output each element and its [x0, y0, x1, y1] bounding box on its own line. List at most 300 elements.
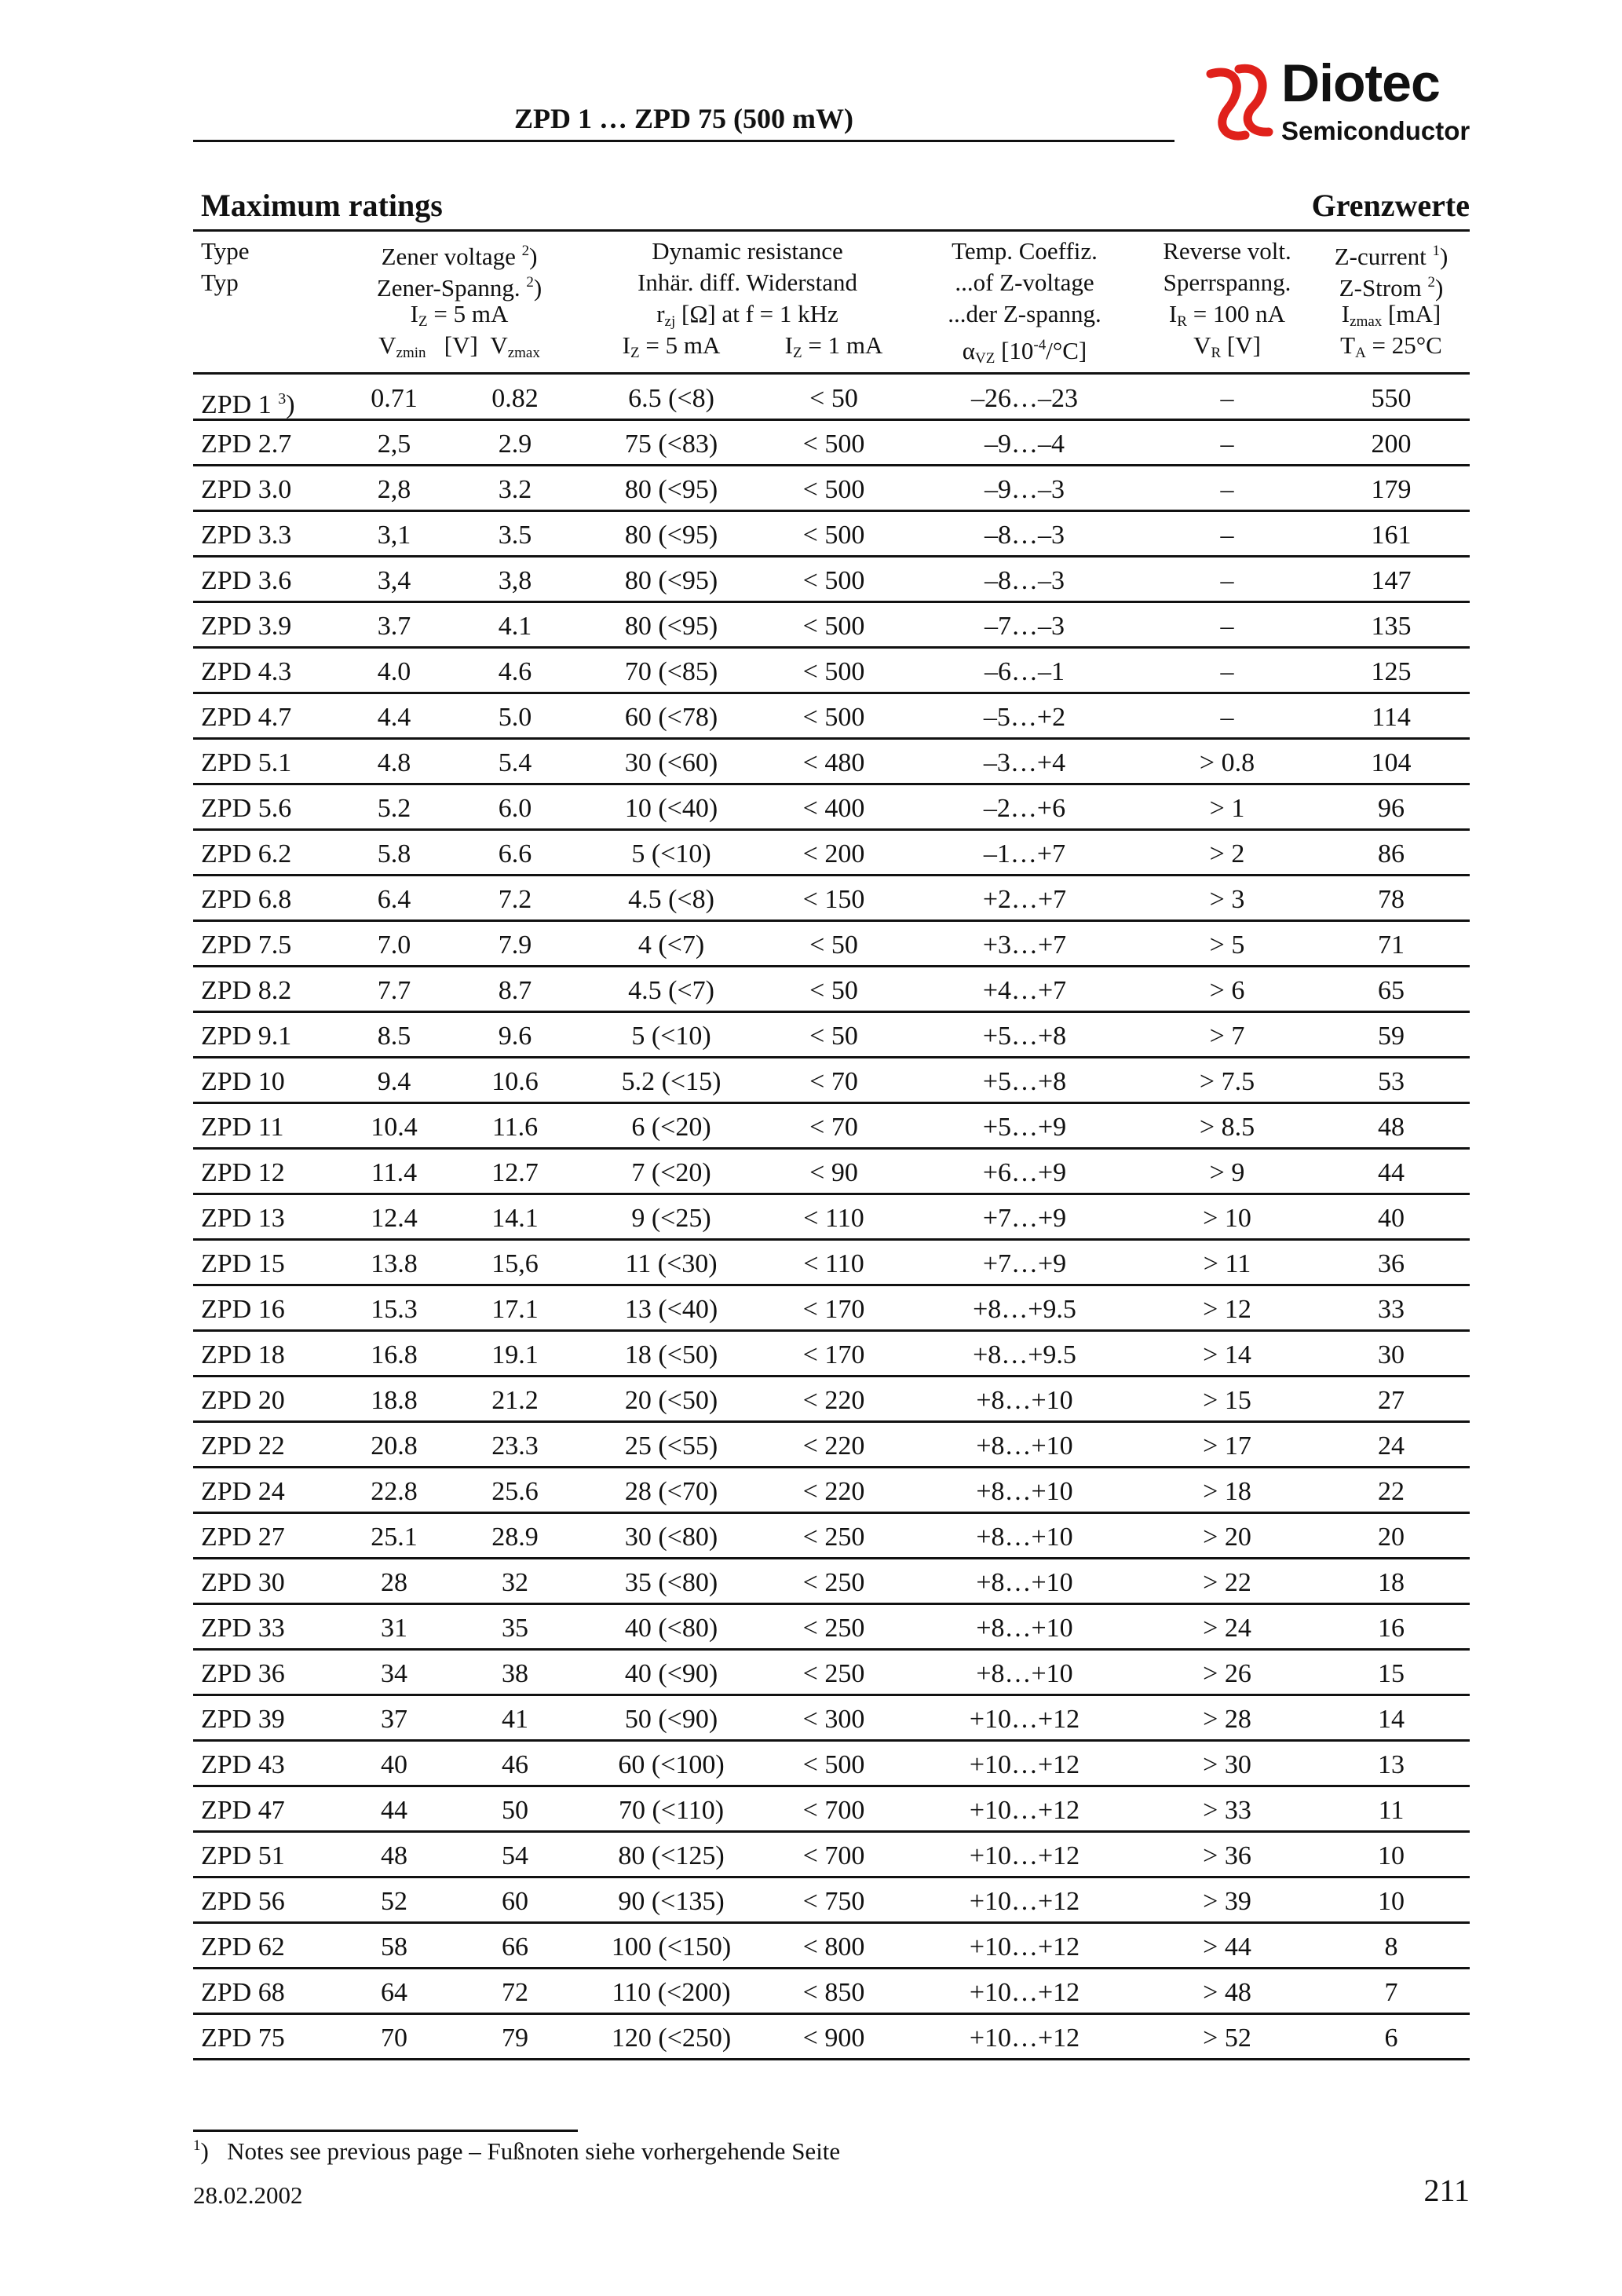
cell-type: ZPD 56 [201, 1887, 285, 1916]
cell-r5: 11 (<30) [625, 1249, 718, 1278]
cell-r5: 40 (<90) [624, 1659, 718, 1688]
cell-vmin: 22.8 [371, 1477, 418, 1506]
cell-vmax: 21.2 [491, 1386, 539, 1415]
cell-vmin: 11.4 [371, 1158, 418, 1187]
cell-vmax: 5.0 [498, 703, 532, 732]
cell-iz: 30 [1378, 1340, 1405, 1369]
cell-vmin: 25.1 [371, 1523, 418, 1552]
table-row [193, 1195, 1470, 1241]
cell-r5: 60 (<100) [618, 1750, 725, 1779]
cell-r1: < 250 [802, 1523, 865, 1552]
cell-type: ZPD 11 [201, 1113, 284, 1142]
table-row [193, 2015, 1470, 2060]
cell-vmax: 79 [502, 2024, 528, 2053]
cell-r1: < 500 [802, 566, 865, 595]
cell-vmax: 25.6 [491, 1477, 539, 1506]
cell-type: ZPD 10 [201, 1067, 285, 1096]
cell-type: ZPD 13 [201, 1204, 285, 1233]
table-row [193, 1514, 1470, 1559]
cell-iz: 27 [1378, 1386, 1405, 1415]
cell-tc: –2…+6 [983, 794, 1066, 823]
cell-vmax: 3,8 [498, 566, 532, 595]
cell-r5: 4 (<7) [637, 930, 705, 960]
cell-iz: 114 [1372, 703, 1411, 732]
table-row [193, 1241, 1470, 1286]
cell-iz: 16 [1378, 1614, 1405, 1643]
cell-iz: 36 [1378, 1249, 1405, 1278]
cell-r5: 10 (<40) [624, 794, 718, 823]
cell-iz: 147 [1371, 566, 1412, 595]
diotec-logo-mark-icon [1193, 61, 1280, 148]
cell-r5: 6.5 (<8) [628, 384, 714, 413]
cell-r5: 60 (<78) [624, 703, 718, 732]
cell-type: ZPD 8.2 [201, 976, 292, 1005]
cell-vmax: 5.4 [498, 748, 532, 777]
cell-iz: 59 [1378, 1022, 1405, 1051]
cell-tc: +10…+12 [969, 1841, 1080, 1870]
cell-r1: < 400 [802, 794, 865, 823]
table-row [193, 831, 1470, 876]
table-row [193, 1651, 1470, 1696]
cell-vr: – [1220, 566, 1234, 595]
cell-vr: > 26 [1203, 1659, 1251, 1688]
cell-iz: 14 [1378, 1705, 1405, 1734]
table-top-rule [193, 229, 1470, 232]
cell-vmin: 3.7 [377, 612, 411, 641]
table-row [193, 1377, 1470, 1423]
cell-vmax: 66 [502, 1932, 528, 1961]
table-row [193, 1332, 1470, 1377]
header-zener-de: Zener-Spanng. $^2$) [376, 274, 542, 302]
cell-vr: > 14 [1203, 1340, 1251, 1369]
cell-vmax: 3.2 [498, 475, 532, 504]
cell-vmin: 4.8 [377, 748, 411, 777]
cell-vmax: 41 [502, 1705, 528, 1734]
cell-tc: –6…–1 [985, 657, 1065, 686]
cell-vmax: 54 [502, 1841, 528, 1870]
cell-r1: < 500 [802, 430, 865, 459]
cell-vmin: 6.4 [377, 885, 411, 914]
cell-vmin: 5.2 [377, 794, 411, 823]
cell-tc: +5…+8 [982, 1022, 1067, 1051]
cell-r5: 28 (<70) [624, 1477, 718, 1506]
cell-type: ZPD 16 [201, 1295, 285, 1324]
cell-vr: – [1220, 430, 1234, 459]
cell-r5: 120 (<250) [611, 2024, 732, 2053]
cell-r5: 80 (<125) [618, 1841, 725, 1870]
cell-r1: < 170 [802, 1295, 865, 1324]
cell-type: ZPD 3.6 [201, 566, 292, 595]
table-row [193, 876, 1470, 922]
cell-iz: 65 [1378, 976, 1405, 1005]
cell-tc: +8…+10 [976, 1614, 1073, 1643]
cell-r5: 75 (<83) [624, 430, 718, 459]
cell-type: ZPD 3.0 [201, 475, 292, 504]
cell-iz: 7 [1384, 1978, 1398, 2007]
table-row [193, 1787, 1470, 1833]
cell-r5: 13 (<40) [624, 1295, 718, 1324]
cell-r1: < 250 [802, 1659, 865, 1688]
cell-vmin: 2,8 [377, 475, 411, 504]
cell-vr: > 28 [1203, 1705, 1251, 1734]
cell-tc: +3…+7 [982, 930, 1067, 960]
cell-vmin: 4.0 [377, 657, 411, 686]
cell-vmax: 28.9 [491, 1523, 539, 1552]
document-date: 28.02.2002 [193, 2181, 303, 2209]
cell-tc: +8…+10 [976, 1431, 1073, 1461]
table-row [193, 1150, 1470, 1195]
cell-iz: 13 [1378, 1750, 1405, 1779]
header-zcurrent-de: Z-Strom $^2$) [1339, 274, 1444, 302]
cell-r1: < 800 [802, 1932, 865, 1961]
cell-r5: 100 (<150) [611, 1932, 732, 1961]
cell-type: ZPD 62 [201, 1932, 285, 1961]
logo-subtitle: Semiconductor [1281, 116, 1470, 145]
cell-vmin: 9.4 [377, 1067, 411, 1096]
header-zcurrent-units: $I_{zmax}$ [mA] [1341, 300, 1441, 330]
cell-iz: 71 [1378, 930, 1405, 960]
cell-iz: 550 [1371, 384, 1412, 413]
cell-tc: +5…+8 [982, 1067, 1067, 1096]
cell-vmin: 4.4 [377, 703, 411, 732]
cell-vmin: 52 [381, 1887, 407, 1916]
table-row [193, 1742, 1470, 1787]
cell-r5: 4.5 (<8) [628, 885, 714, 914]
cell-r5: 5 (<10) [631, 839, 711, 868]
cell-r1: < 150 [802, 885, 865, 914]
cell-tc: +10…+12 [969, 1750, 1080, 1779]
cell-tc: +10…+12 [969, 1887, 1080, 1916]
cell-vmax: 23.3 [491, 1431, 539, 1461]
cell-vmax: 14.1 [491, 1204, 539, 1233]
cell-r5: 80 (<95) [624, 566, 718, 595]
cell-r5: 80 (<95) [624, 612, 718, 641]
cell-type: ZPD 39 [201, 1705, 285, 1734]
cell-type: ZPD 36 [201, 1659, 285, 1688]
table-row [193, 1924, 1470, 1969]
cell-r5: 110 (<200) [612, 1978, 731, 2007]
cell-r5: 4.5 (<7) [628, 976, 714, 1005]
cell-vmin: 3,4 [377, 566, 411, 595]
cell-r5: 30 (<60) [624, 748, 718, 777]
header-reverse-en: Reverse volt. [1163, 237, 1291, 265]
cell-vmin: 64 [381, 1978, 407, 2007]
header-zener-units: $V_{zmin}$ [V] $V_{zmax}$ [378, 331, 540, 361]
header-tempco-sub1: ...of Z-voltage [955, 269, 1094, 296]
cell-tc: +8…+9.5 [973, 1340, 1076, 1369]
cell-tc: –3…+4 [983, 748, 1066, 777]
cell-r1: < 500 [802, 1750, 865, 1779]
table-row [193, 466, 1470, 512]
cell-type: ZPD 12 [201, 1158, 285, 1187]
cell-tc: +4…+7 [982, 976, 1067, 1005]
cell-r5: 9 (<25) [631, 1204, 711, 1233]
cell-type: ZPD 4.7 [201, 703, 292, 732]
cell-type: ZPD 43 [201, 1750, 285, 1779]
cell-r1: < 850 [802, 1978, 865, 2007]
cell-vr: > 33 [1203, 1796, 1251, 1825]
cell-iz: 200 [1371, 430, 1412, 459]
cell-type: ZPD 6.2 [201, 839, 292, 868]
cell-tc: +7…+9 [982, 1204, 1067, 1233]
cell-vmax: 6.6 [498, 839, 532, 868]
cell-r1: < 50 [809, 1022, 858, 1051]
section-title-de: Grenzwerte [1311, 188, 1470, 223]
cell-r5: 80 (<95) [624, 521, 718, 550]
cell-vr: > 18 [1203, 1477, 1251, 1506]
cell-vr: > 20 [1203, 1523, 1251, 1552]
cell-type: ZPD 7.5 [201, 930, 292, 960]
cell-r1: < 50 [809, 384, 858, 413]
cell-vmin: 40 [381, 1750, 407, 1779]
cell-r1: < 200 [802, 839, 865, 868]
cell-r1: < 300 [802, 1705, 865, 1734]
cell-type: ZPD 68 [201, 1978, 285, 2007]
cell-tc: –8…–3 [985, 566, 1065, 595]
cell-iz: 40 [1378, 1204, 1405, 1233]
cell-r1: < 70 [809, 1113, 858, 1142]
cell-vmin: 2,5 [377, 430, 411, 459]
title-rule [193, 140, 1174, 142]
cell-tc: +8…+10 [976, 1659, 1073, 1688]
header-tempco-en: Temp. Coeffiz. [952, 237, 1098, 265]
cell-type: ZPD 5.6 [201, 794, 292, 823]
header-zener-cond: $I_Z = 5$ mA [410, 300, 509, 330]
cell-vmax: 11.6 [491, 1113, 539, 1142]
cell-vr: > 52 [1203, 2024, 1251, 2053]
cell-vr: > 1 [1209, 794, 1245, 823]
cell-type: ZPD 1 $^3$) [201, 390, 295, 419]
cell-vmax: 15,6 [491, 1249, 539, 1278]
cell-vmax: 2.9 [498, 430, 532, 459]
cell-vmin: 44 [381, 1796, 407, 1825]
cell-r5: 40 (<80) [624, 1614, 718, 1643]
cell-vr: – [1220, 612, 1234, 641]
header-bottom-rule [193, 372, 1470, 375]
cell-vmax: 50 [502, 1796, 528, 1825]
cell-iz: 22 [1378, 1477, 1405, 1506]
cell-vmax: 19.1 [491, 1340, 539, 1369]
cell-r1: < 70 [809, 1067, 858, 1096]
cell-vr: – [1220, 657, 1234, 686]
cell-tc: +10…+12 [969, 2024, 1080, 2053]
cell-vr: > 8.5 [1199, 1113, 1255, 1142]
header-zcurrent-en: Z-current $^1$) [1334, 243, 1448, 270]
cell-r5: 18 (<50) [624, 1340, 718, 1369]
cell-vr: > 15 [1203, 1386, 1251, 1415]
cell-vmax: 35 [502, 1614, 528, 1643]
cell-type: ZPD 2.7 [201, 430, 292, 459]
cell-vmax: 72 [502, 1978, 528, 2007]
cell-tc: –8…–3 [985, 521, 1065, 550]
cell-r1: < 50 [809, 930, 858, 960]
cell-vr: > 10 [1203, 1204, 1251, 1233]
cell-vmax: 4.1 [498, 612, 532, 641]
cell-vmin: 8.5 [377, 1022, 411, 1051]
cell-r5: 70 (<85) [624, 657, 718, 686]
table-row [193, 694, 1470, 740]
cell-type: ZPD 27 [201, 1523, 285, 1552]
table-row [193, 649, 1470, 694]
cell-vmax: 10.6 [491, 1067, 539, 1096]
cell-vmin: 70 [381, 2024, 407, 2053]
cell-vmin: 0.71 [371, 384, 418, 413]
cell-iz: 18 [1378, 1568, 1405, 1597]
cell-type: ZPD 20 [201, 1386, 285, 1415]
cell-tc: +10…+12 [969, 1705, 1080, 1734]
cell-r5: 6 (<20) [631, 1113, 711, 1142]
cell-vr: > 24 [1203, 1614, 1251, 1643]
cell-iz: 20 [1378, 1523, 1405, 1552]
cell-type: ZPD 4.3 [201, 657, 292, 686]
cell-r1: < 500 [802, 703, 865, 732]
cell-r1: < 250 [802, 1614, 865, 1643]
cell-r1: < 500 [802, 475, 865, 504]
cell-type: ZPD 5.1 [201, 748, 292, 777]
header-zcurrent-cond: $T_A = 25^\circ C$ [1340, 331, 1442, 361]
cell-r5: 7 (<20) [631, 1158, 711, 1187]
cell-vmax: 4.6 [498, 657, 532, 686]
header-dynres-5ma: $I_Z = 5$ mA [622, 331, 721, 361]
cell-vmin: 28 [381, 1568, 407, 1597]
cell-iz: 48 [1378, 1113, 1405, 1142]
table-row [193, 1058, 1470, 1104]
cell-vr: > 39 [1203, 1887, 1251, 1916]
cell-r1: < 900 [802, 2024, 865, 2053]
header-dynres-1ma: $I_Z = 1$ mA [784, 331, 883, 361]
cell-vmin: 20.8 [371, 1431, 418, 1461]
cell-r5: 30 (<80) [624, 1523, 718, 1552]
cell-r1: < 110 [803, 1249, 864, 1278]
cell-iz: 10 [1378, 1887, 1405, 1916]
cell-type: ZPD 9.1 [201, 1022, 292, 1051]
table-row [193, 1696, 1470, 1742]
header-reverse-de: Sperrspanng. [1163, 269, 1291, 296]
table-row [193, 740, 1470, 785]
cell-type: ZPD 33 [201, 1614, 285, 1643]
cell-tc: +8…+10 [976, 1477, 1073, 1506]
cell-type: ZPD 3.3 [201, 521, 292, 550]
cell-tc: –9…–4 [985, 430, 1065, 459]
table-row [193, 1559, 1470, 1605]
cell-iz: 135 [1371, 612, 1412, 641]
cell-vmin: 7.7 [377, 976, 411, 1005]
cell-vmin: 15.3 [371, 1295, 418, 1324]
cell-iz: 125 [1371, 657, 1412, 686]
cell-r1: < 220 [802, 1431, 865, 1461]
cell-iz: 8 [1384, 1932, 1398, 1961]
cell-iz: 33 [1378, 1295, 1405, 1324]
cell-type: ZPD 75 [201, 2024, 285, 2053]
table-row [193, 512, 1470, 558]
cell-r1: < 50 [809, 976, 858, 1005]
cell-type: ZPD 51 [201, 1841, 285, 1870]
cell-vmax: 0.82 [491, 384, 539, 413]
cell-vr: > 2 [1209, 839, 1245, 868]
header-type-de: Typ [201, 269, 239, 296]
cell-tc: +5…+9 [982, 1113, 1067, 1142]
cell-tc: –26…–23 [971, 384, 1078, 413]
cell-iz: 78 [1378, 885, 1405, 914]
cell-vmin: 37 [381, 1705, 407, 1734]
table-row [193, 1468, 1470, 1514]
cell-type: ZPD 47 [201, 1796, 285, 1825]
footnote-rule [193, 2130, 578, 2132]
cell-vr: > 44 [1203, 1932, 1251, 1961]
cell-r1: < 220 [802, 1477, 865, 1506]
cell-vr: – [1220, 384, 1234, 413]
cell-iz: 11 [1378, 1796, 1405, 1825]
header-zener-en: Zener voltage $^2$) [381, 243, 538, 270]
cell-r1: < 110 [803, 1204, 864, 1233]
footnote: $^1$) Notes see previous page – Fußnoten siehe vorhergehende Seite [193, 2137, 841, 2165]
cell-tc: –9…–3 [985, 475, 1065, 504]
table-row [193, 1013, 1470, 1058]
table-row [193, 1104, 1470, 1150]
cell-iz: 53 [1378, 1067, 1405, 1096]
table-row [193, 1423, 1470, 1468]
cell-tc: +10…+12 [969, 1932, 1080, 1961]
cell-vmax: 9.6 [498, 1022, 532, 1051]
cell-r1: < 500 [802, 612, 865, 641]
cell-vmin: 34 [381, 1659, 407, 1688]
cell-type: ZPD 18 [201, 1340, 285, 1369]
cell-vr: > 48 [1203, 1978, 1251, 2007]
cell-tc: +7…+9 [982, 1249, 1067, 1278]
cell-vmin: 5.8 [377, 839, 411, 868]
cell-r5: 80 (<95) [624, 475, 718, 504]
cell-vmax: 60 [502, 1887, 528, 1916]
table-row [193, 1878, 1470, 1924]
table-row [193, 1969, 1470, 2015]
table-row [193, 375, 1470, 421]
table-row [193, 922, 1470, 967]
table-row [193, 1605, 1470, 1651]
cell-vr: > 7.5 [1199, 1067, 1255, 1096]
cell-vmin: 16.8 [371, 1340, 418, 1369]
cell-tc: –1…+7 [983, 839, 1066, 868]
ratings-table-body [193, 375, 1470, 2060]
header-reverse-units: $V_R$ [V] [1193, 331, 1261, 361]
logo-wordmark: Diotec [1281, 53, 1440, 113]
header-reverse-cond: $I_R = 100$ nA [1168, 300, 1286, 330]
cell-r5: 50 (<90) [624, 1705, 718, 1734]
cell-vmax: 6.0 [498, 794, 532, 823]
cell-vmin: 12.4 [371, 1204, 418, 1233]
cell-r1: < 750 [802, 1887, 865, 1916]
cell-type: ZPD 30 [201, 1568, 285, 1597]
table-row [193, 1833, 1470, 1878]
header-dynres-en: Dynamic resistance [652, 237, 843, 265]
cell-vr: > 9 [1209, 1158, 1245, 1187]
cell-vmin: 10.4 [371, 1113, 418, 1142]
cell-iz: 96 [1378, 794, 1405, 823]
cell-type: ZPD 3.9 [201, 612, 292, 641]
cell-r1: < 90 [809, 1158, 858, 1187]
cell-r1: < 500 [802, 521, 865, 550]
table-row [193, 967, 1470, 1013]
cell-vmin: 31 [381, 1614, 407, 1643]
cell-r5: 25 (<55) [624, 1431, 718, 1461]
cell-vmin: 18.8 [371, 1386, 418, 1415]
cell-r5: 70 (<110) [618, 1796, 725, 1825]
cell-tc: +8…+9.5 [973, 1295, 1076, 1324]
diotec-logo [1193, 53, 1476, 148]
cell-iz: 24 [1378, 1431, 1405, 1461]
cell-vr: > 22 [1203, 1568, 1251, 1597]
cell-vmax: 8.7 [498, 976, 532, 1005]
cell-vr: – [1220, 521, 1234, 550]
